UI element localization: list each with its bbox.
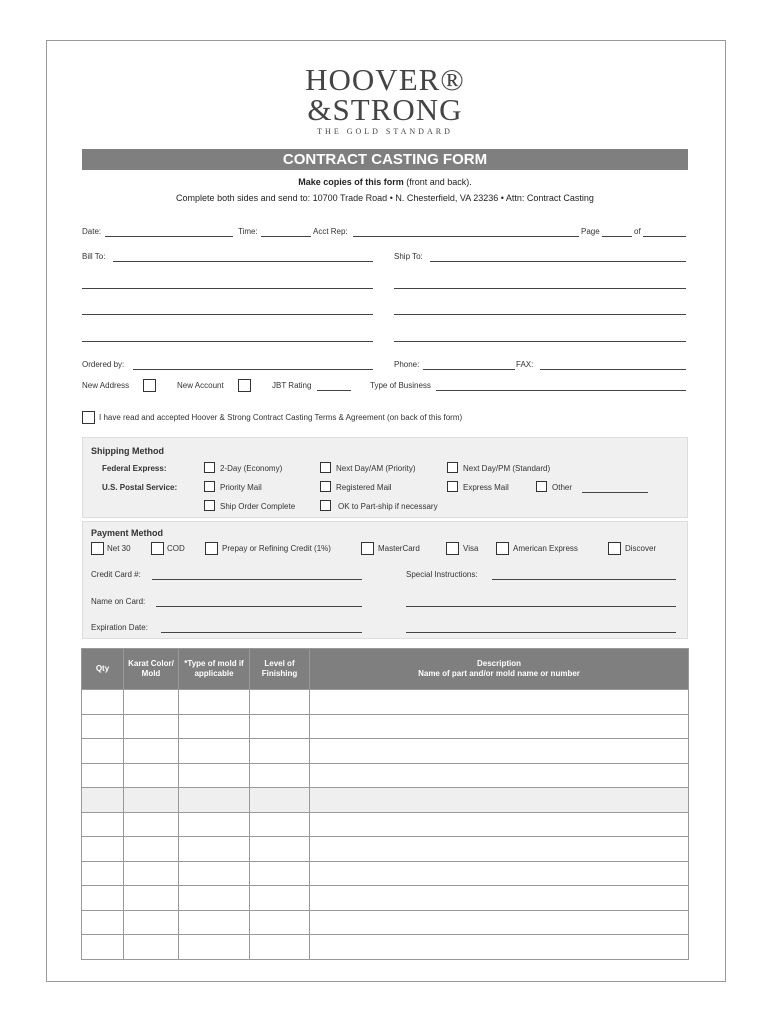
ship-complete-label: Ship Order Complete — [220, 502, 296, 511]
shipping-heading: Shipping Method — [91, 446, 164, 456]
bill-to-line-1[interactable] — [113, 261, 373, 262]
karat-cell[interactable] — [124, 837, 179, 862]
cod-checkbox[interactable] — [151, 542, 164, 555]
discover-checkbox[interactable] — [608, 542, 621, 555]
special-instructions-line-3[interactable] — [406, 632, 676, 633]
mold-type-cell[interactable] — [179, 690, 250, 715]
new-account-checkbox[interactable] — [238, 379, 251, 392]
page-of-label: of — [634, 227, 641, 236]
expiration-label: Expiration Date: — [91, 623, 148, 632]
description-header-subtitle: Name of part and/or mold name or number — [418, 669, 580, 678]
fax-label: FAX: — [516, 360, 534, 369]
other-shipping-checkbox[interactable] — [536, 481, 547, 492]
table-row — [82, 837, 689, 862]
table-row — [82, 788, 689, 813]
amex-label: American Express — [513, 544, 578, 553]
copies-note-bold: Make copies of this form — [298, 177, 404, 187]
table-row — [82, 763, 689, 788]
date-label: Date: — [82, 227, 102, 236]
registered-mail-label: Registered Mail — [336, 483, 392, 492]
karat-header: Karat Color/ Mold — [124, 649, 179, 690]
terms-text: I have read and accepted Hoover & Strong Contract Casting Terms & Agreement (on back of this form) — [99, 413, 463, 422]
federal-express-label: Federal Express: — [102, 464, 167, 473]
name-on-card-field[interactable] — [156, 606, 362, 607]
mold-type-header: *Type of mold if applicable — [179, 649, 250, 690]
karat-cell[interactable] — [124, 861, 179, 886]
logo-strong: &STRONG — [307, 92, 463, 127]
name-on-card-label: Name on Card: — [91, 597, 146, 606]
two-day-label: 2-Day (Economy) — [220, 464, 283, 473]
mold-type-cell[interactable] — [179, 763, 250, 788]
table-row — [82, 812, 689, 837]
special-instructions-line-1[interactable] — [492, 579, 676, 580]
mold-type-cell[interactable] — [179, 714, 250, 739]
priority-mail-checkbox[interactable] — [204, 481, 215, 492]
mastercard-label: MasterCard — [378, 544, 420, 553]
description-header-title: Description — [476, 659, 521, 668]
mold-type-cell[interactable] — [179, 837, 250, 862]
next-day-pm-label: Next Day/PM (Standard) — [463, 464, 551, 473]
finishing-level-cell[interactable] — [250, 837, 310, 862]
mastercard-checkbox[interactable] — [361, 542, 374, 555]
finishing-level-cell[interactable] — [250, 935, 310, 960]
description-cell[interactable] — [310, 739, 689, 764]
finishing-level-header: Level of Finishing — [250, 649, 310, 690]
mold-type-cell[interactable] — [179, 812, 250, 837]
qty-header: Qty — [82, 649, 124, 690]
karat-cell[interactable] — [124, 714, 179, 739]
payment-section — [82, 521, 688, 639]
prepay-checkbox[interactable] — [205, 542, 218, 555]
net30-label: Net 30 — [107, 544, 131, 553]
description-cell[interactable] — [310, 861, 689, 886]
items-table — [81, 648, 689, 960]
qty-cell[interactable] — [82, 861, 124, 886]
description-cell[interactable] — [310, 763, 689, 788]
registered-mail-checkbox[interactable] — [320, 481, 331, 492]
priority-mail-label: Priority Mail — [220, 483, 262, 492]
karat-cell[interactable] — [124, 739, 179, 764]
page-label: Page — [581, 227, 600, 236]
net30-checkbox[interactable] — [91, 542, 104, 555]
ship-to-line-3[interactable] — [394, 314, 686, 315]
other-shipping-field[interactable] — [582, 492, 648, 493]
table-row — [82, 861, 689, 886]
form-title: CONTRACT CASTING FORM — [82, 149, 688, 170]
jbt-rating-label: JBT Rating — [272, 381, 312, 390]
finishing-level-cell[interactable] — [250, 714, 310, 739]
finishing-level-cell[interactable] — [250, 910, 310, 935]
finishing-level-cell[interactable] — [250, 812, 310, 837]
qty-cell[interactable] — [82, 788, 124, 813]
ship-to-line-2[interactable] — [394, 288, 686, 289]
finishing-level-cell[interactable] — [250, 788, 310, 813]
description-cell[interactable] — [310, 812, 689, 837]
new-account-label: New Account — [177, 381, 224, 390]
credit-card-label: Credit Card #: — [91, 570, 141, 579]
ordered-by-label: Ordered by: — [82, 360, 125, 369]
description-cell[interactable] — [310, 714, 689, 739]
logo-hoover: HOOVER® — [305, 62, 465, 97]
time-field[interactable] — [261, 236, 311, 237]
description-header — [310, 649, 689, 690]
send-to-address: Complete both sides and send to: 10700 Trade Road • N. Chesterfield, VA 23236 • Attn: Contract Casting — [176, 193, 594, 203]
bill-to-label: Bill To: — [82, 252, 106, 261]
amex-checkbox[interactable] — [496, 542, 509, 555]
prepay-label: Prepay or Refining Credit (1%) — [222, 544, 331, 553]
other-shipping-label: Other — [552, 483, 573, 492]
terms-checkbox[interactable] — [82, 411, 95, 424]
finishing-level-cell[interactable] — [250, 690, 310, 715]
new-address-checkbox[interactable] — [143, 379, 156, 392]
qty-cell[interactable] — [82, 739, 124, 764]
bill-to-line-3[interactable] — [82, 314, 373, 315]
qty-cell[interactable] — [82, 714, 124, 739]
qty-cell[interactable] — [82, 763, 124, 788]
type-of-business-field[interactable] — [436, 390, 686, 391]
copies-note-rest: (front and back). — [403, 177, 472, 187]
finishing-level-cell[interactable] — [250, 739, 310, 764]
acct-rep-field[interactable] — [353, 236, 579, 237]
finishing-level-cell[interactable] — [250, 763, 310, 788]
special-instructions-label: Special Instructions: — [406, 570, 478, 579]
visa-label: Visa — [463, 544, 479, 553]
mold-type-cell[interactable] — [179, 910, 250, 935]
usps-label: U.S. Postal Service: — [102, 483, 178, 492]
mold-type-cell[interactable] — [179, 739, 250, 764]
part-ship-checkbox[interactable] — [320, 500, 331, 511]
page-total-field[interactable] — [643, 236, 686, 237]
karat-cell[interactable] — [124, 788, 179, 813]
jbt-rating-field[interactable] — [317, 390, 351, 391]
copies-note — [82, 177, 688, 187]
bill-to-line-2[interactable] — [82, 288, 373, 289]
ship-to-line-1[interactable] — [430, 261, 686, 262]
bill-to-line-4[interactable] — [82, 341, 373, 342]
mold-type-cell[interactable] — [179, 935, 250, 960]
table-row — [82, 739, 689, 764]
description-cell[interactable] — [310, 837, 689, 862]
discover-label: Discover — [625, 544, 657, 553]
payment-heading: Payment Method — [91, 528, 164, 538]
table-row — [82, 714, 689, 739]
qty-cell[interactable] — [82, 837, 124, 862]
karat-cell[interactable] — [124, 910, 179, 935]
logo-tagline: THE GOLD STANDARD — [317, 127, 453, 136]
finishing-level-cell[interactable] — [250, 886, 310, 911]
next-day-pm-checkbox[interactable] — [447, 462, 458, 473]
karat-cell[interactable] — [124, 763, 179, 788]
qty-cell[interactable] — [82, 812, 124, 837]
table-row — [82, 935, 689, 960]
new-address-label: New Address — [82, 381, 130, 390]
mold-type-cell[interactable] — [179, 788, 250, 813]
ship-to-line-4[interactable] — [394, 341, 686, 342]
fax-field[interactable] — [540, 369, 686, 370]
ship-to-label: Ship To: — [394, 252, 423, 261]
ship-complete-checkbox[interactable] — [204, 500, 215, 511]
express-mail-label: Express Mail — [463, 483, 509, 492]
table-row — [82, 886, 689, 911]
finishing-level-cell[interactable] — [250, 861, 310, 886]
description-cell[interactable] — [310, 690, 689, 715]
two-day-checkbox[interactable] — [204, 462, 215, 473]
table-row — [82, 910, 689, 935]
acct-rep-label: Acct Rep: — [313, 227, 348, 236]
express-mail-checkbox[interactable] — [447, 481, 458, 492]
date-field[interactable] — [105, 236, 233, 237]
expiration-field[interactable] — [161, 632, 362, 633]
type-of-business-label: Type of Business — [370, 381, 431, 390]
qty-cell[interactable] — [82, 886, 124, 911]
mold-type-cell[interactable] — [179, 861, 250, 886]
time-label: Time: — [238, 227, 258, 236]
mold-type-cell[interactable] — [179, 886, 250, 911]
ordered-by-field[interactable] — [133, 369, 373, 370]
special-instructions-line-2[interactable] — [406, 606, 676, 607]
next-day-am-label: Next Day/AM (Priority) — [336, 464, 416, 473]
table-row — [82, 690, 689, 715]
phone-label: Phone: — [394, 360, 420, 369]
items-body — [82, 690, 689, 960]
karat-cell[interactable] — [124, 886, 179, 911]
karat-cell[interactable] — [124, 812, 179, 837]
phone-field[interactable] — [423, 369, 515, 370]
qty-cell[interactable] — [82, 935, 124, 960]
part-ship-label: OK to Part-ship if necessary — [338, 502, 438, 511]
description-cell[interactable] — [310, 788, 689, 813]
qty-cell[interactable] — [82, 690, 124, 715]
description-cell[interactable] — [310, 935, 689, 960]
next-day-am-checkbox[interactable] — [320, 462, 331, 473]
description-cell[interactable] — [310, 886, 689, 911]
karat-cell[interactable] — [124, 935, 179, 960]
qty-cell[interactable] — [82, 910, 124, 935]
visa-checkbox[interactable] — [446, 542, 459, 555]
credit-card-field[interactable] — [152, 579, 362, 580]
page-field[interactable] — [602, 236, 632, 237]
description-cell[interactable] — [310, 910, 689, 935]
karat-cell[interactable] — [124, 690, 179, 715]
cod-label: COD — [167, 544, 185, 553]
items-header-row — [82, 649, 689, 690]
